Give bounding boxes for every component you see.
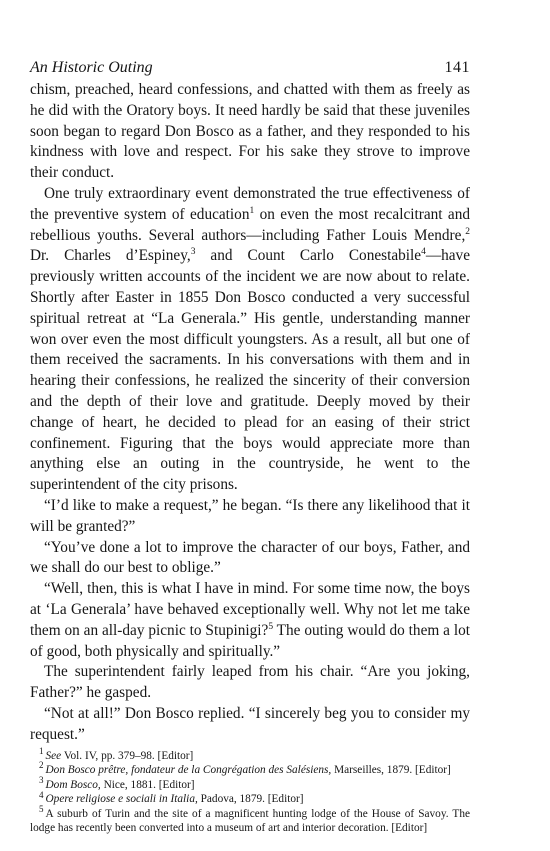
footnote-ref-5[interactable]: 5 [268,621,274,632]
paragraph-2-text-c: Dr. Charles d’Espiney, [30,247,191,265]
footnote-1-number: 1 [39,745,44,756]
footnote-3-italic: Dom Bosco, [45,778,101,791]
footnote-ref-1[interactable]: 1 [249,205,255,216]
footnote-1 [30,745,470,764]
footnote-ref-4[interactable]: 4 [421,247,426,258]
footnote-ref-2[interactable]: 2 [465,226,470,237]
paragraph-5-text-b: The outing would do them a lot of good, both physically and spiritually.” [30,621,470,660]
paragraph-2-text-d: and Count Carlo Conestabile [195,247,422,265]
footnote-3-text: Nice, 1881. [Editor] [100,778,195,791]
footnote-4 [30,789,470,807]
footnote-3-number: 3 [39,774,44,785]
paragraph-3: “I’d like to make a request,” he began. “Is there any likelihood that it will be granted?” [30,496,470,535]
page-number: 141 [444,59,470,76]
paragraph-2-text-b: on even the most recalcitrant and rebellious youths. Several authors—including Father Louis Mendre, [30,205,470,244]
paragraph-6: The superintendent fairly leaped from his chair. “Are you joking, Father?” he gasped. [30,663,470,702]
footnote-ref-3[interactable]: 3 [190,247,196,258]
paragraph-7: “Not at all!” Don Bosco replied. “I sincerely beg you to consider my request.” [30,704,470,743]
page-header [30,58,470,78]
paragraph-4: “You’ve done a lot to improve the character of our boys, Father, and we shall do our best to oblige.” [30,538,470,577]
footnote-2-text: Marseilles, 1879. [Editor] [331,764,451,777]
footnote-1-italic: See [45,749,62,762]
footnote-5-text: A suburb of Turin and the site of a magnificent hunting lodge of the House of Savoy. The lodge has recently been converted into a museum of art and interior decoration. [Editor] [30,807,470,835]
footnote-4-text: Padova, 1879. [Editor] [197,793,304,806]
footnote-2-number: 2 [39,760,44,771]
footnote-2-italic: Don Bosco prêtre, fondateur de la Congrégation des Salésiens, [45,764,332,777]
footnotes [30,745,470,837]
paragraph-5 [30,579,470,662]
running-title: An Historic Outing [30,59,153,76]
footnote-2 [30,760,470,778]
footnote-4-italic: Opere religiose e sociali in Italia, [45,793,198,806]
book-page [30,58,470,836]
paragraph-5-text-a: “Well, then, this is what I have in mind. For some time now, the boys at ‘La Generala’ have behaved exceptionally well. Why not let me take them on an all-day picnic to Stupinigi? [30,580,470,639]
body-text [30,80,470,746]
paragraph-2 [30,184,470,496]
footnote-3 [30,774,470,793]
footnote-5 [30,804,470,836]
paragraph-2-text-a: One truly extraordinary event demonstrated the true effectiveness of the preventive system of education [30,184,470,223]
footnote-4-number: 4 [39,789,44,800]
footnote-1-text: Vol. IV, pp. 379–98. [Editor] [61,749,194,762]
footnote-5-number: 5 [39,804,44,815]
paragraph-2-text-e: —have previously written accounts of the incident we are now about to relate. Shortly after Easter in 1855 Don Bosco conducted a very successful spiritual retreat at “La Generala.” His gentle, understanding manner won over even the most difficult youngsters. As a result, all but one of them received the sacraments. In his conversations with them and in hearing their confessions, he realized the sincerity of their conversion and the depth of their love and gratitude. Deeply moved by their change of heart, he decided to plead for an easing of their strict confinement. Figuring that the boys would appreciate more than anything else an outing in the countryside, he went to the superintendent of the city prisons. [30,247,470,494]
paragraph-1: chism, preached, heard confessions, and chatted with them as freely as he did with the Oratory boys. It need hardly be said that these juveniles soon began to regard Don Bosco as a father, and they responded to his kindness with love and respect. For his sake they strove to improve their conduct. [30,81,470,182]
